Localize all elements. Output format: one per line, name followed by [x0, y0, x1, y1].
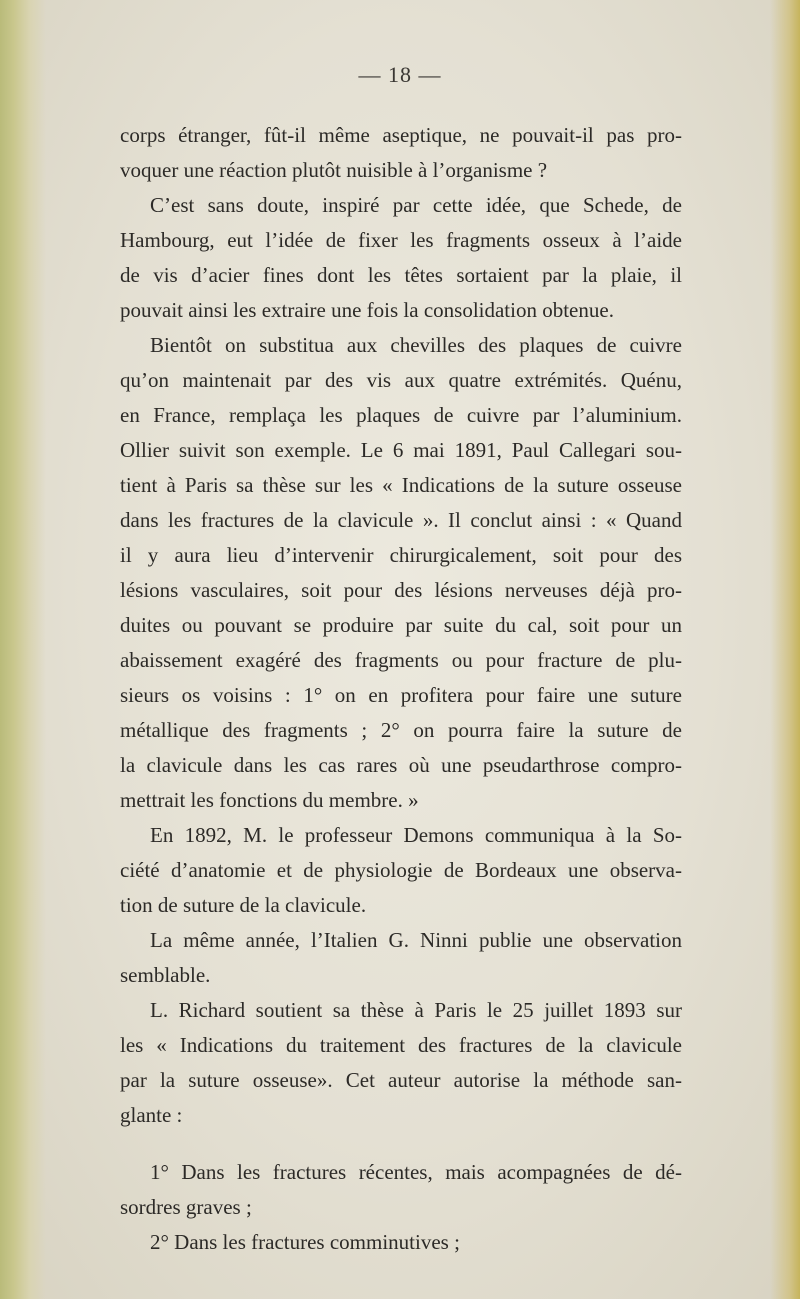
body-text — [120, 118, 682, 1260]
text-line: abaissement exagéré des fragments ou pour fracture de plu- — [120, 648, 682, 672]
text-line: semblable. — [120, 963, 211, 987]
text-line: voquer une réaction plutôt nuisible à l’organisme ? — [120, 158, 548, 182]
text-line: corps étranger, fût-il même aseptique, ne pouvait-il pas pro- — [120, 123, 682, 147]
text-line: la clavicule dans les cas rares où une pseudarthrose compro- — [120, 753, 682, 777]
text-line: par la suture osseuse». Cet auteur autorise la méthode san- — [120, 1068, 682, 1092]
text-line: en France, remplaça les plaques de cuivre par l’aluminium. — [120, 403, 682, 427]
paragraph-gap — [120, 1133, 682, 1155]
text-line: pouvait ainsi les extraire une fois la consolidation obtenue. — [120, 298, 614, 322]
page-right-edge-stain — [770, 0, 800, 1299]
text-line: de vis d’acier fines dont les têtes sortaient par la plaie, il — [120, 263, 682, 287]
text-line: tient à Paris sa thèse sur les « Indications de la suture osseuse — [120, 473, 682, 497]
text-line: les « Indications du traitement des fractures de la clavicule — [120, 1033, 682, 1057]
text-line: mettrait les fonctions du membre. » — [120, 788, 419, 812]
text-line: sieurs os voisins : 1° on en profitera pour faire une suture — [120, 683, 682, 707]
text-line: lésions vasculaires, soit pour des lésions nerveuses déjà pro- — [120, 578, 682, 602]
text-line: duites ou pouvant se produire par suite du cal, soit pour un — [120, 613, 682, 637]
text-line: Hambourg, eut l’idée de fixer les fragments osseux à l’aide — [120, 228, 682, 252]
page-left-edge-stain — [0, 0, 46, 1299]
text-line: L. Richard soutient sa thèse à Paris le 25 juillet 1893 sur — [150, 998, 682, 1022]
text-line: dans les fractures de la clavicule ». Il conclut ainsi : « Quand — [120, 508, 682, 532]
text-line: C’est sans doute, inspiré par cette idée, que Schede, de — [150, 193, 682, 217]
text-line: tion de suture de la clavicule. — [120, 893, 367, 917]
text-line: il y aura lieu d’intervenir chirurgicalement, soit pour des — [120, 543, 682, 567]
text-line: glante : — [120, 1103, 183, 1127]
text-line: ciété d’anatomie et de physiologie de Bordeaux une observa- — [120, 858, 682, 882]
text-line: 2° Dans les fractures comminutives ; — [150, 1230, 460, 1254]
text-line: métallique des fragments ; 2° on pourra faire la suture de — [120, 718, 682, 742]
text-line: En 1892, M. le professeur Demons communiqua à la So- — [150, 823, 682, 847]
text-line: La même année, l’Italien G. Ninni publie une observation — [150, 928, 682, 952]
text-line: sordres graves ; — [120, 1195, 252, 1219]
text-line: Bientôt on substitua aux chevilles des plaques de cuivre — [150, 333, 682, 357]
text-line: 1° Dans les fractures récentes, mais acompagnées de dé- — [150, 1160, 682, 1184]
text-line: qu’on maintenait par des vis aux quatre extrémités. Quénu, — [120, 368, 682, 392]
text-line: Ollier suivit son exemple. Le 6 mai 1891, Paul Callegari sou- — [120, 438, 682, 462]
page-number: — 18 — — [358, 62, 442, 87]
